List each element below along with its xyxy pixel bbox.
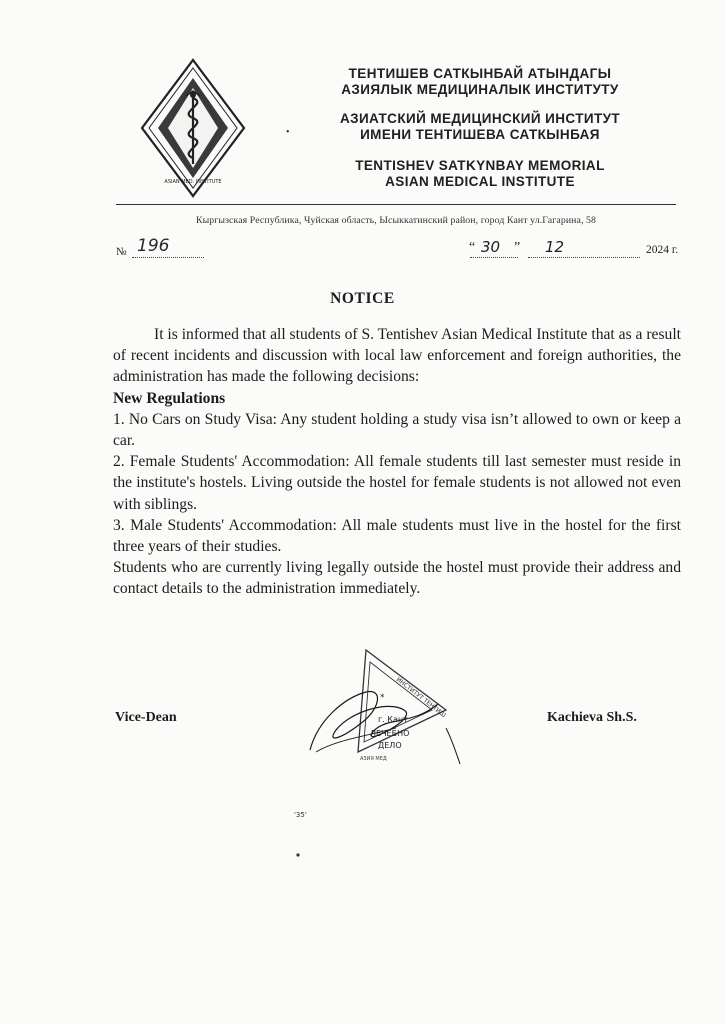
signer-name: Kachieva Sh.S. [547, 710, 637, 725]
official-stamp-and-signature-icon [296, 640, 468, 780]
notice-title: NOTICE [330, 290, 395, 307]
svg-text:г. Кант: г. Кант [378, 715, 408, 724]
svg-text:*: * [380, 693, 385, 703]
english-institute-name [290, 158, 670, 190]
header-divider [116, 204, 676, 205]
date-month: 12 [545, 238, 565, 256]
russian-name-line-2: ИМЕНИ ТЕНТИШЕВА САТКЫНБАЯ [360, 127, 600, 142]
notice-body [113, 324, 681, 600]
institute-logo-icon [138, 58, 248, 198]
kyrgyz-name-line-2: АЗИЯЛЫК МЕДИЦИНАЛЫК ИНСТИТУТУ [341, 82, 619, 97]
signer-role: Vice-Dean [115, 710, 177, 725]
date-close-quote: ” [514, 240, 521, 255]
notice-intro: It is informed that all students of S. Tentishev Asian Medical Institute that as a result of recent incidents and discussion with local law enforcement and foreign authorities, the administration has made the following decisions: [113, 326, 681, 386]
regulations-heading: New Regulations [113, 389, 226, 407]
svg-text:ИНСТИТУТ ТЕНТИШ: ИНСТИТУТ ТЕНТИШ [394, 676, 447, 719]
regulation-3: 3. Male Students' Accommodation: All male students must live in the hostel for the first three years of their studies. [113, 516, 681, 556]
reference-number: 196 [137, 236, 170, 256]
institute-address: Кыргызская Республика, Чуйская область, Ысыккатинский район, город Кант ул.Гагарина, 58 [195, 215, 597, 226]
regulation-1: 1. No Cars on Study Visa: Any student holding a study visa isn’t allowed to own or keep a car. [113, 410, 681, 450]
month-underline [528, 257, 640, 258]
date-year: 2024 г. [646, 244, 679, 256]
svg-text:АЗИЯ МЕД: АЗИЯ МЕД [360, 756, 387, 762]
kyrgyz-name-line-1: ТЕНТИШЕВ САТКЫНБАЙ АТЫНДАГЫ [348, 66, 612, 81]
english-name-line-2: ASIAN MEDICAL INSTITUTE [385, 174, 575, 189]
russian-name-line-1: АЗИАТСКИЙ МЕДИЦИНСКИЙ ИНСТИТУТ [339, 111, 621, 126]
notice-closing: Students who are currently living legally outside the hostel must provide their address and contact details to the administration immediately. [113, 559, 681, 598]
regulation-2: 2. Female Students' Accommodation: All female students till last semester must reside in the institute's hostels. Living outside the hostel for female students is not allowed not even with siblings. [113, 453, 681, 513]
svg-text:ДЕЛО: ДЕЛО [378, 741, 402, 750]
date-open-quote: “ [469, 240, 476, 255]
date-day: 30 [481, 238, 501, 256]
svg-text:ЛЕЧЕБНО: ЛЕЧЕБНО [370, 729, 410, 738]
svg-text:ASIAN MED. INSTITUTE: ASIAN MED. INSTITUTE [164, 179, 222, 185]
scan-marks-icon [280, 805, 320, 865]
svg-text:'35': '35' [294, 811, 307, 819]
kyrgyz-institute-name [290, 66, 670, 98]
number-underline [132, 257, 204, 258]
day-underline [470, 257, 518, 258]
number-label: № [116, 246, 127, 258]
russian-institute-name [290, 111, 670, 143]
decorative-dot: • [286, 127, 290, 138]
english-name-line-1: TENTISHEV SATKYNBAY MEMORIAL [355, 158, 605, 173]
